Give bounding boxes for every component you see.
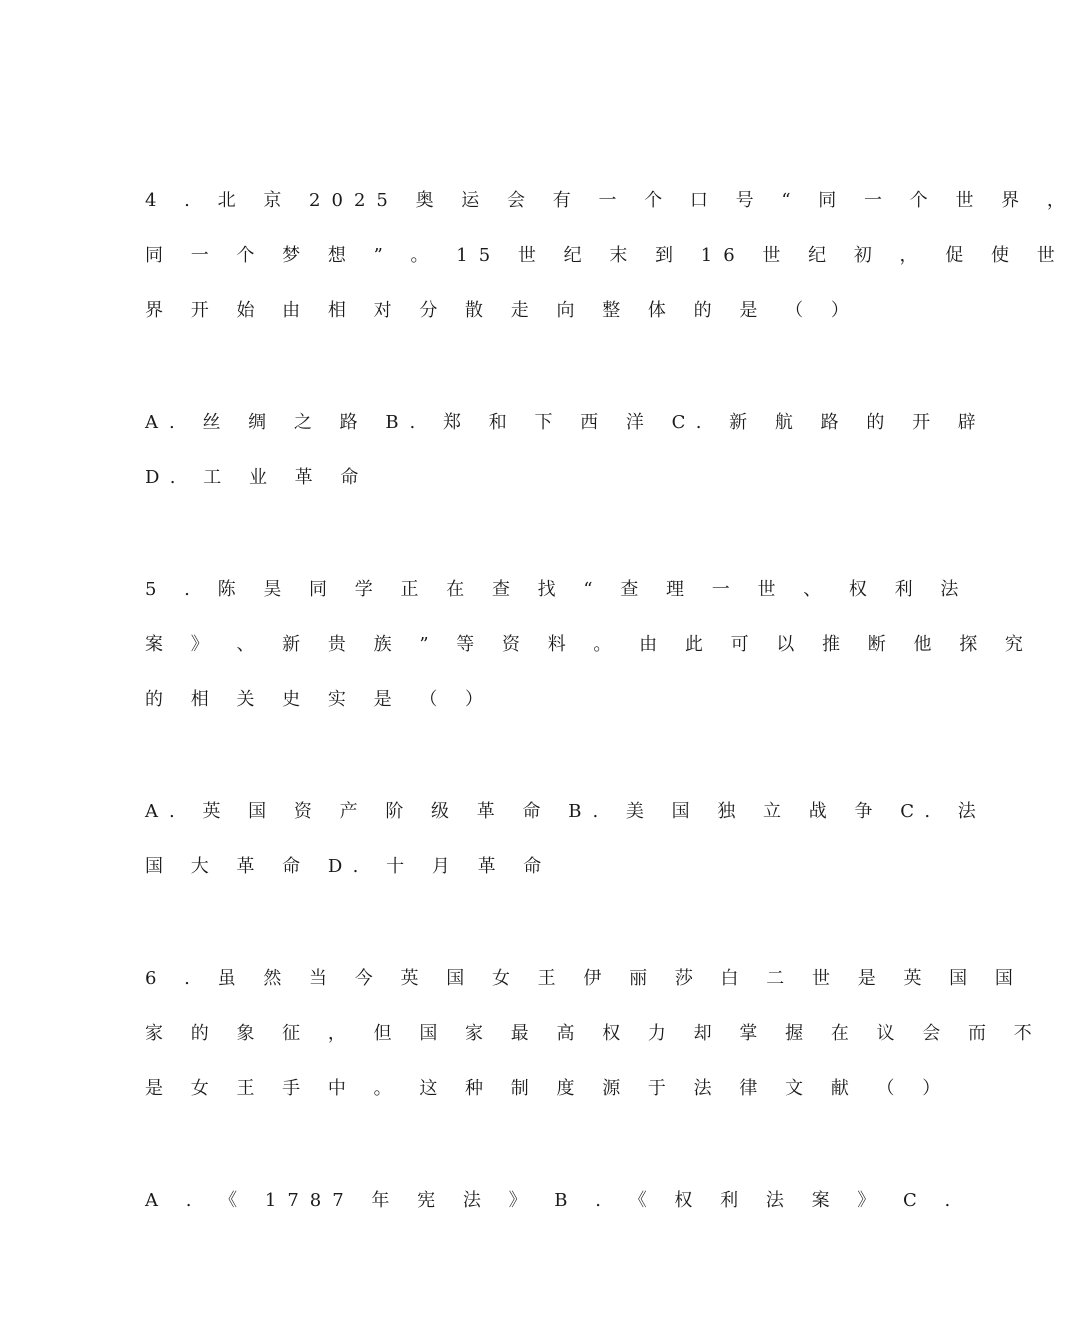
question-6-stem-line-3: 是 女 王 手 中 。 这 种 制 度 源 于 法 律 文 献 （ ） <box>145 1078 952 1099</box>
question-4-options-line-2: D. 工 业 革 命 <box>145 467 370 488</box>
question-5-stem-line-3: 的 相 关 史 实 是 （ ） <box>145 689 495 710</box>
question-6-stem-line-2: 家 的 象 征 ， 但 国 家 最 高 权 力 却 掌 握 在 议 会 而 不 <box>145 1023 1043 1044</box>
question-4-stem-line-1: 4 . 北 京 2025 奥 运 会 有 一 个 口 号 “ 同 一 个 世 界 ， <box>145 190 1076 211</box>
question-5-options-line-2: 国 大 革 命 D. 十 月 革 命 <box>145 856 553 877</box>
question-6-options-line-1: A . 《 1787 年 宪 法 》 B . 《 权 利 法 案 》 C . <box>145 1190 962 1211</box>
question-6-stem-line-1: 6 . 虽 然 当 今 英 国 女 王 伊 丽 莎 白 二 世 是 英 国 国 <box>145 968 1024 989</box>
question-4-stem-line-3: 界 开 始 由 相 对 分 散 走 向 整 体 的 是 （ ） <box>145 300 860 321</box>
question-4-options-line-1: A. 丝 绸 之 路 B. 郑 和 下 西 洋 C. 新 航 路 的 开 辟 <box>145 412 987 433</box>
question-5-stem-line-1: 5 . 陈 昊 同 学 正 在 查 找 “ 查 理 一 世 、 权 利 法 <box>145 579 970 600</box>
question-4-stem-line-2: 同 一 个 梦 想 ” 。 15 世 纪 末 到 16 世 纪 初 ， 促 使 世 <box>145 245 1066 266</box>
question-5-options-line-1: A. 英 国 资 产 阶 级 革 命 B. 美 国 独 立 战 争 C. 法 <box>145 801 987 822</box>
question-5-stem-line-2: 案 》 、 新 贵 族 ” 等 资 料 。 由 此 可 以 推 断 他 探 究 <box>145 634 1034 655</box>
